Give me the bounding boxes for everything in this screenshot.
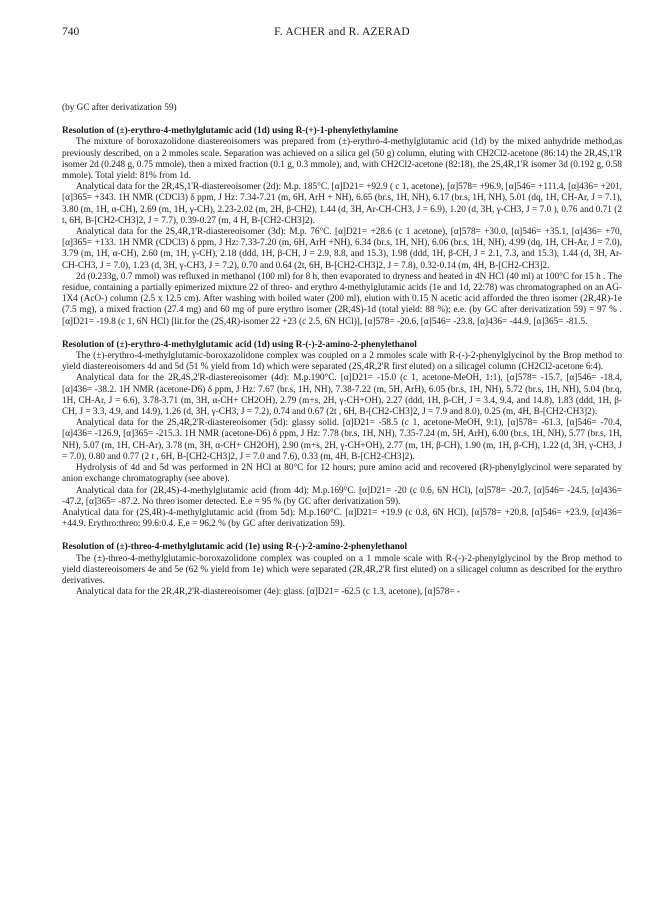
paragraph-analytical-4e: Analytical data for the 2R,4R,2'R-diastereoisomer (4e): glass. [α]D21= -62.5 (c 1.3, acetone), [α]578= - — [76, 587, 460, 598]
section-heading-erythro-phenylglycinol: Resolution of (±)-erythro-4-methylglutamic acid (1d) using R-(-)-2-amino-2-phenylethanol — [62, 339, 417, 350]
section-heading-erythro-phenylethylamine: Resolution of (±)-erythro-4-methylglutamic acid (1d) using R-(+)-1-phenylethylamine — [62, 126, 398, 137]
page-header — [62, 26, 622, 42]
paragraph-analytical-4d: Analytical data for the 2R,4S,2'R-diastereoisomer (4d): M.p.190°C. [α]D21= -15.0 (c 1, acetone-MeOH, 1:1), [α]578= -15.7, [α]546= -18.4, [α]436= -38.2. 1H NMR (acetone-D6) δ ppm, J Hz: 7.67 (br.s, 1H, NH), 7.38-7.22 (m, 5H, ArH), 6.05 (br.s, 1H, NH), 5.72 (br.s, 1H, NH), 5.04 (br.q, 1H, CH-Ar, J = 6.6), 3.78-3.71 (m, 3H, α-CH+ CH2OH), 2.79 (m+s, 2H, γ-CH+OH), 2.27 (ddd, 1H, β-CH, J = 3.4, 9.4, and 14.8), 1.83 (ddd, 1H, β-CH, J = 3.3, 4.9, and 14.9), 1.26 (d, 3H, γ-CH3, J = 7.2), 0.74 and 0.67 (2t , 6H, B-[CH2-CH3]2, J = 7.9 and 8.0), 0.25 (m, 4H, B-[CH2-CH3]2). — [62, 373, 622, 418]
paragraph-hydrolysis-2d: 2d (0.233g, 0.7 mmol) was refluxed in methanol (100 ml) for 8 h, then evaporated to dryness and heated in 4N HCl (40 ml) at 100°C for 15 h . The residue, containing a partially epimerized mixture 22 of threo- and erythro 4-methylglutamic acids (1e and 1d, 22:78) was chromatographed on an AG-1X4 (AcO-) column (2.5 x 12.5 cm). After washing with boiled water (200 ml), elution with 0.15 N acetic acid afforded the threo isomer (2R,4R)-1e (7.5 mg), a mixed fraction (27.4 mg) and 60 mg of pure erythro isomer (2R,4S)-1d (total yield: 88 %); e.e. (by GC after derivatization 59) = 97 % . [α]D21= -19.8 (c 1, 6N HCl) [lit.for the (2S,4R)-isomer 22 +23 (c 2.5, 6N HCl)], [α]578= -20.6, [α]546= -23.8, [α]436= -44.9, [α]365= -81.5. — [62, 271, 622, 327]
paragraph-analytical-3d: Analytical data for the 2S,4R,1'R-diastereoisomer (3d): M.p. 76°C. [α]D21= +28.6 (c 1 acetone), [α]578= +30.0, [α]546= +35.1, [α]436= +70, [α]365= +133. 1H NMR (CDCl3) δ ppm, J Hz: 7.33-7.20 (m, 6H, ArH +NH), 6.34 (br.s, 1H, NH), 6.06 (br.s, 1H, NH), 4.99 (dq, 1H, CH-Ar, J = 7.0), 3.79 (m, 1H, α-CH), 2.60 (m, 1H, γ-CH), 2.18 (ddd, 1H, β-CH, J = 2.9, 8.8, and 15.3), 1.98 (ddd, 1H, β-CH, J = 2.1, 7.3, and 15.3), 1.44 (d, 3H, Ar-CH-CH3, J = 7.0), 1.23 (d, 3H, γ-CH3, J = 7.2), 0.70 and 0.64 (2t, 6H, B-[CH2-CH3]2, J = 7.8), 0.32-0.14 (m, 4H, B-[CH2-CH3]2. — [62, 227, 622, 271]
paragraph-hydrolysis-4d-5d: Hydrolysis of 4d and 5d was performed in 2N HCl at 80°C for 12 hours; pure amino acid and recovered (R)-phenylglycinol were separated by anion exchange chromatography (see above). — [62, 463, 622, 485]
paragraph-analytical-2R4S-acid: Analytical data for (2R,4S)-4-methylglutamic acid (from 4d): M.p.169°C. [α]D21= -20 (c 0.6, 6N HCl), [α]578= -20.7, [α]546= -24.5, [α]436= -47.2, [α]365= -87.2. No threo isomer detected. E.e = 95 % (by GC after derivatization 59). — [62, 485, 622, 507]
paragraph-analytical-2S4R-acid: Analytical data for (2S,4R)-4-methylglutamic acid (from 5d): M.p.160°C. [α]D21= +19.9 (c 0.8, 6N HCl), [α]578= +20.8, [α]546= +23.9, [α]436= +44.9. Erythro:threo: 99.6:0.4. E.e = 96.2 % (by GC after derivatization 59). — [62, 507, 622, 530]
paragraph-boroxazolidone-separation: The mixture of boroxazolidone diastereoisomers was prepared from (±)-erythro-4-methylglutamic acid (1d) by the mixed anhydride method,as previously described, on a 2 mmoles scale. Separation was achieved on a silica gel (50 g) column, eluting with CH2Cl2-acetone (86:14) the 2R,4S,1'R isomer 2d (0.248 g, 0.75 mmole), then a mixed fraction (0.1 g, 0.3 mmole), and, with CH2Cl2-acetone (82:18), the 2S,4R,1'R isomer 3d (0.192 g, 0.58 mmole). Total yield: 81% from 1d. — [62, 137, 622, 182]
section-heading-threo-phenylglycinol: Resolution of (±)-threo-4-methylglutamic acid (1e) using R-(-)-2-amino-2-phenylethanol — [62, 542, 408, 553]
article-body — [62, 103, 622, 598]
paragraph-analytical-2d: Analytical data for the 2R,4S,1'R-diastereoisomer (2d): M.p. 185°C. [α]D21= +92.9 ( c 1, acetone), [α]578= +96.9, [α]546= +111.4, [α]436= +201, [α]365= +343. 1H NMR (CDCl3) δ ppm, J Hz: 7.34-7.21 (m, 6H, ArH + NH), 6.65 (br.s, 1H, NH), 6.17 (br.s, 1H, NH), 5.01 (dq, 1H, CH-Ar, J = 7.1), 3.80 (m, 1H, α-CH), 2.69 (m, 1H, γ-CH), 2.23-2.02 (m, 2H, β-CH2), 1.44 (d, 3H, Ar-CH-CH3, J = 6.9), 1.20 (d, 3H, γ-CH3, J = 7.0 ), 0.76 and 0.71 (2 t, 6H, B-[CH2-CH3]2, J = 7.7), 0.39-0.27 (m, 4 H, B-[CH2-CH3]2). — [62, 182, 622, 226]
paragraph-coupling-erythro: The (±)-erythro-4-methylglutamic-boroxazolidone complex was coupled on a 2 mmoles scale with R-(-)-2-phenylglycinol by the Brop method to yield diastereoisomers 4d and 5d (51 % yield from 1d) which were separated (2S,4R,2'R first eluted) on a silicagel column (CH2Cl2-acetone 6:4). — [62, 351, 622, 373]
paragraph-analytical-5d: Analytical data for the 2S,4R,2'R-diastereoisomer (5d): glassy solid. [α]D21= -58.5 (c 1, acetone-MeOH, 9:1), [α]578= -61.3, [α]546= -70.4, [α]436= -126.9, [α]365= -215.3. 1H NMR (acetone-D6) δ ppm, J Hz: 7.78 (br.s, 1H, NH), 7.35-7.24 (m, 5H, ArH), 6.00 (br.s, 1H, NH), 5.77 (br.s, 1H, NH), 5.07 (m, 1H, CH-Ar), 3.78 (m, 3H, α-CH+ CH2OH), 2.90 (m+s, 2H, γ-CH+OH), 2.77 (m, 1H, β-CH), 1.90 (m, 1H, β-CH), 1.22 (d, 3H, γ-CH3, J = 7.0), 0.80 and 0.77 (2 t , 6H, B-[CH2-CH3]2, J = 7.0 and 7.6), 0.33 (m, 4H, B-[CH2-CH3]2). — [62, 418, 622, 462]
page-number: 740 — [62, 26, 80, 38]
running-title: F. ACHER and R. AZERAD — [274, 26, 410, 38]
paragraph-derivatization-note: (by GC after derivatization 59) — [62, 103, 177, 113]
paragraph-coupling-threo: The (±)-threo-4-methylglutamic-boroxazolidone complex was coupled on a 1 mmole scale with R-(-)-2-phenylglycinol by the Brop method to yield diastereoisomers 4e and 5e (62 % yield from 1e) which were separated (2R,4R,2'R first eluted) on a silicagel column as described for the erythro derivatives. — [62, 553, 622, 586]
